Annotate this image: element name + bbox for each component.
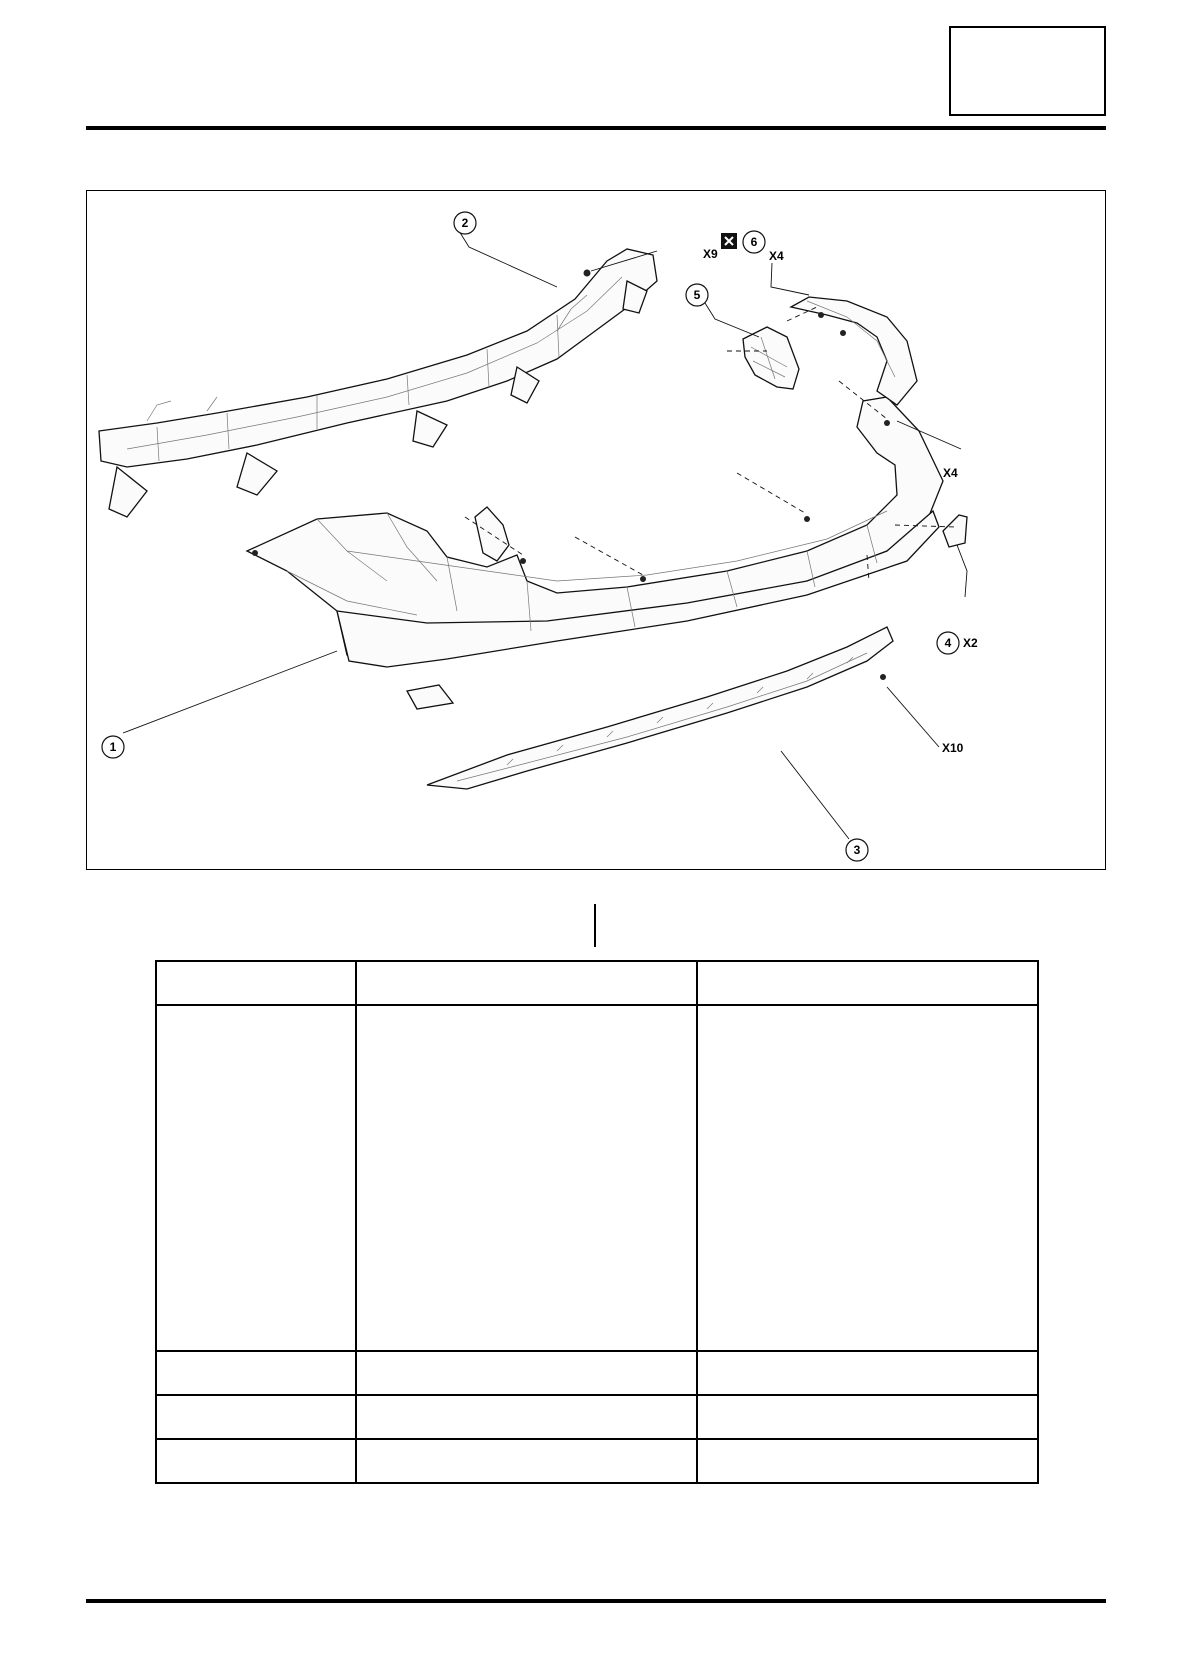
exploded-view-figure — [86, 190, 1106, 870]
table-row — [156, 1005, 1038, 1351]
qty-x4-side: X4 — [943, 466, 958, 480]
table-cell — [356, 1395, 697, 1439]
table-cell — [156, 1395, 356, 1439]
rear-bumper-drawing — [87, 191, 1106, 870]
callout-1-label: 1 — [109, 740, 117, 754]
qty-x9: X9 — [703, 247, 718, 261]
table-row — [156, 1351, 1038, 1395]
table-cell — [697, 961, 1038, 1005]
table-cell — [356, 1005, 697, 1351]
table-cell — [156, 1005, 356, 1351]
part-5-bracket — [743, 327, 799, 389]
table-cell — [697, 1351, 1038, 1395]
callout-3 — [846, 839, 868, 861]
callout-1 — [102, 736, 124, 758]
callout-2-label: 2 — [461, 216, 469, 230]
callout-5 — [686, 284, 708, 306]
parts-table — [155, 960, 1039, 1484]
table-cell — [697, 1005, 1038, 1351]
part-4-insert — [943, 515, 967, 547]
callout-4-label: 4 — [944, 636, 952, 650]
callout-6 — [743, 231, 765, 253]
table-cell — [356, 1439, 697, 1483]
callout-2 — [454, 212, 476, 234]
table-row — [156, 1439, 1038, 1483]
table-row — [156, 1395, 1038, 1439]
callout-3-label: 3 — [853, 843, 861, 857]
section-code-box — [949, 26, 1106, 116]
callout-4 — [937, 632, 959, 654]
x-square-icon — [721, 233, 737, 249]
header-rule — [86, 126, 1106, 130]
callout-5-label: 5 — [693, 288, 701, 302]
part-2-absorber — [99, 249, 657, 517]
table-header-row — [156, 961, 1038, 1005]
qty-x2: X2 — [963, 636, 978, 650]
table-cell — [697, 1439, 1038, 1483]
callout-6-label: 6 — [750, 235, 758, 249]
qty-x10: X10 — [942, 741, 964, 755]
table-cell — [156, 1351, 356, 1395]
table-cell — [156, 1439, 356, 1483]
table-cell — [356, 1351, 697, 1395]
table-cell — [356, 961, 697, 1005]
table-cell — [156, 961, 356, 1005]
footer-rule — [86, 1599, 1106, 1603]
part-1-bumper-cover — [247, 297, 943, 709]
table-cell — [697, 1395, 1038, 1439]
qty-x4-top: X4 — [769, 249, 784, 263]
separator-tick — [594, 904, 596, 947]
